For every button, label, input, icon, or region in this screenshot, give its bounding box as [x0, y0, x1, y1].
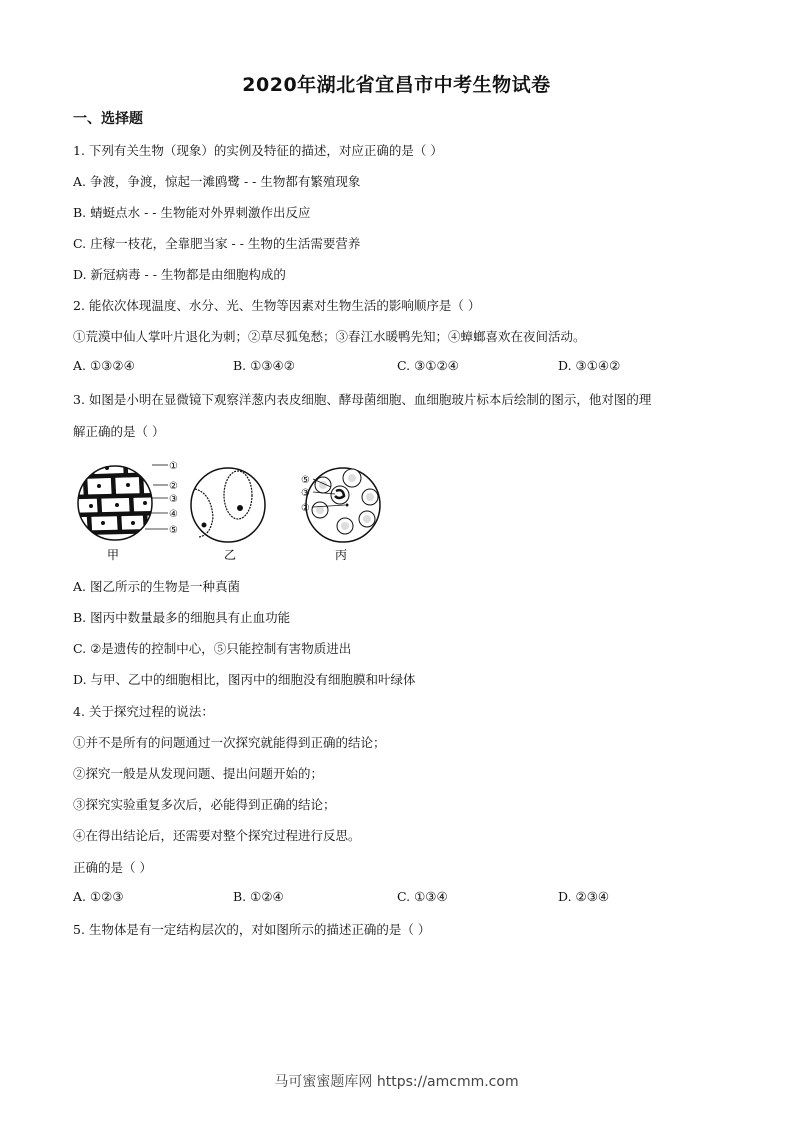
q1-stem: 1. 下列有关生物（现象）的实例及特征的描述，对应正确的是（ ）: [73, 143, 443, 158]
q4-option-b: B. ①②④: [233, 889, 284, 904]
q2-detail: ①荒漠中仙人掌叶片退化为刺；②草尽狐兔愁；③春江水暖鸭先知；④蟑螂喜欢在夜间活动。: [73, 329, 586, 344]
figure-label-jia: 甲: [107, 548, 120, 562]
onion-cell-field: [73, 455, 163, 540]
yeast-cell-field: [191, 468, 265, 542]
figure-label-yi: 乙: [224, 548, 237, 562]
q3-stem-line2: 解正确的是（ ）: [73, 424, 165, 439]
footer-link[interactable]: 马可蜜蜜题库网 https://amcmm.com: [274, 1074, 519, 1090]
q1-option-d: D. 新冠病毒 - - 生物都是由细胞构成的: [73, 267, 286, 282]
q1-option-a: A. 争渡，争渡，惊起一滩鸥鹭 - - 生物都有繁殖现象: [73, 174, 361, 189]
jia-label-4: ④: [169, 509, 178, 520]
bing-label-3: ③: [301, 488, 310, 499]
q4-item-3: ③探究实验重复多次后，必能得到正确的结论；: [73, 797, 336, 812]
q4-option-d: D. ②③④: [558, 889, 610, 904]
section-heading: 一、选择题: [73, 111, 143, 127]
q3-option-d: D. 与甲、乙中的细胞相比，图丙中的细胞没有细胞膜和叶绿体: [73, 672, 416, 687]
figure-label-bing: 丙: [335, 548, 348, 562]
q3-option-b: B. 图丙中数量最多的细胞具有止血功能: [73, 610, 291, 625]
q2-option-b: B. ①③④②: [233, 358, 295, 373]
q3-stem-line1: 3. 如图是小明在显微镜下观察洋葱内表皮细胞、酵母菌细胞、血细胞玻片标本后绘制的图示，他对图的理: [73, 392, 652, 407]
jia-label-1: ①: [169, 461, 178, 472]
q2-stem: 2. 能依次体现温度、水分、光、生物等因素对生物生活的影响顺序是（ ）: [73, 298, 481, 313]
q4-item-1: ①并不是所有的问题通过一次探究就能得到正确的结论；: [73, 735, 386, 750]
q4-item-2: ②探究一般是从发现问题、提出问题开始的；: [73, 766, 324, 781]
q3-option-c: C. ②是遗传的控制中心，⑤只能控制有害物质进出: [73, 641, 352, 656]
page-title: 2020年湖北省宜昌市中考生物试卷: [242, 74, 551, 96]
q4-option-a: A. ①②③: [73, 889, 124, 904]
jia-label-3: ③: [169, 494, 178, 505]
bing-label-2: ②: [301, 503, 310, 514]
q5-stem: 5. 生物体是有一定结构层次的，对如图所示的描述正确的是（ ）: [73, 922, 431, 937]
q1-option-c: C. 庄稼一枝花，全靠肥当家 - - 生物的生活需要营养: [73, 236, 361, 251]
q4-stem: 4. 关于探究过程的说法：: [73, 704, 214, 719]
q2-option-d: D. ③①④②: [558, 358, 621, 373]
q4-option-c: C. ①③④: [397, 889, 448, 904]
bing-label-5: ⑤: [301, 475, 310, 486]
cell-diagram: [73, 455, 393, 567]
q2-option-a: A. ①③②④: [73, 358, 135, 373]
q4-prompt: 正确的是（ ）: [73, 860, 152, 875]
jia-label-5: ⑤: [169, 525, 178, 536]
q3-option-a: A. 图乙所示的生物是一种真菌: [73, 579, 240, 594]
q4-item-4: ④在得出结论后，还需要对整个探究过程进行反思。: [73, 828, 361, 843]
q1-option-b: B. 蜻蜓点水 - - 生物能对外界刺激作出反应: [73, 205, 311, 220]
q2-option-c: C. ③①②④: [397, 358, 459, 373]
jia-label-2: ②: [169, 481, 178, 492]
